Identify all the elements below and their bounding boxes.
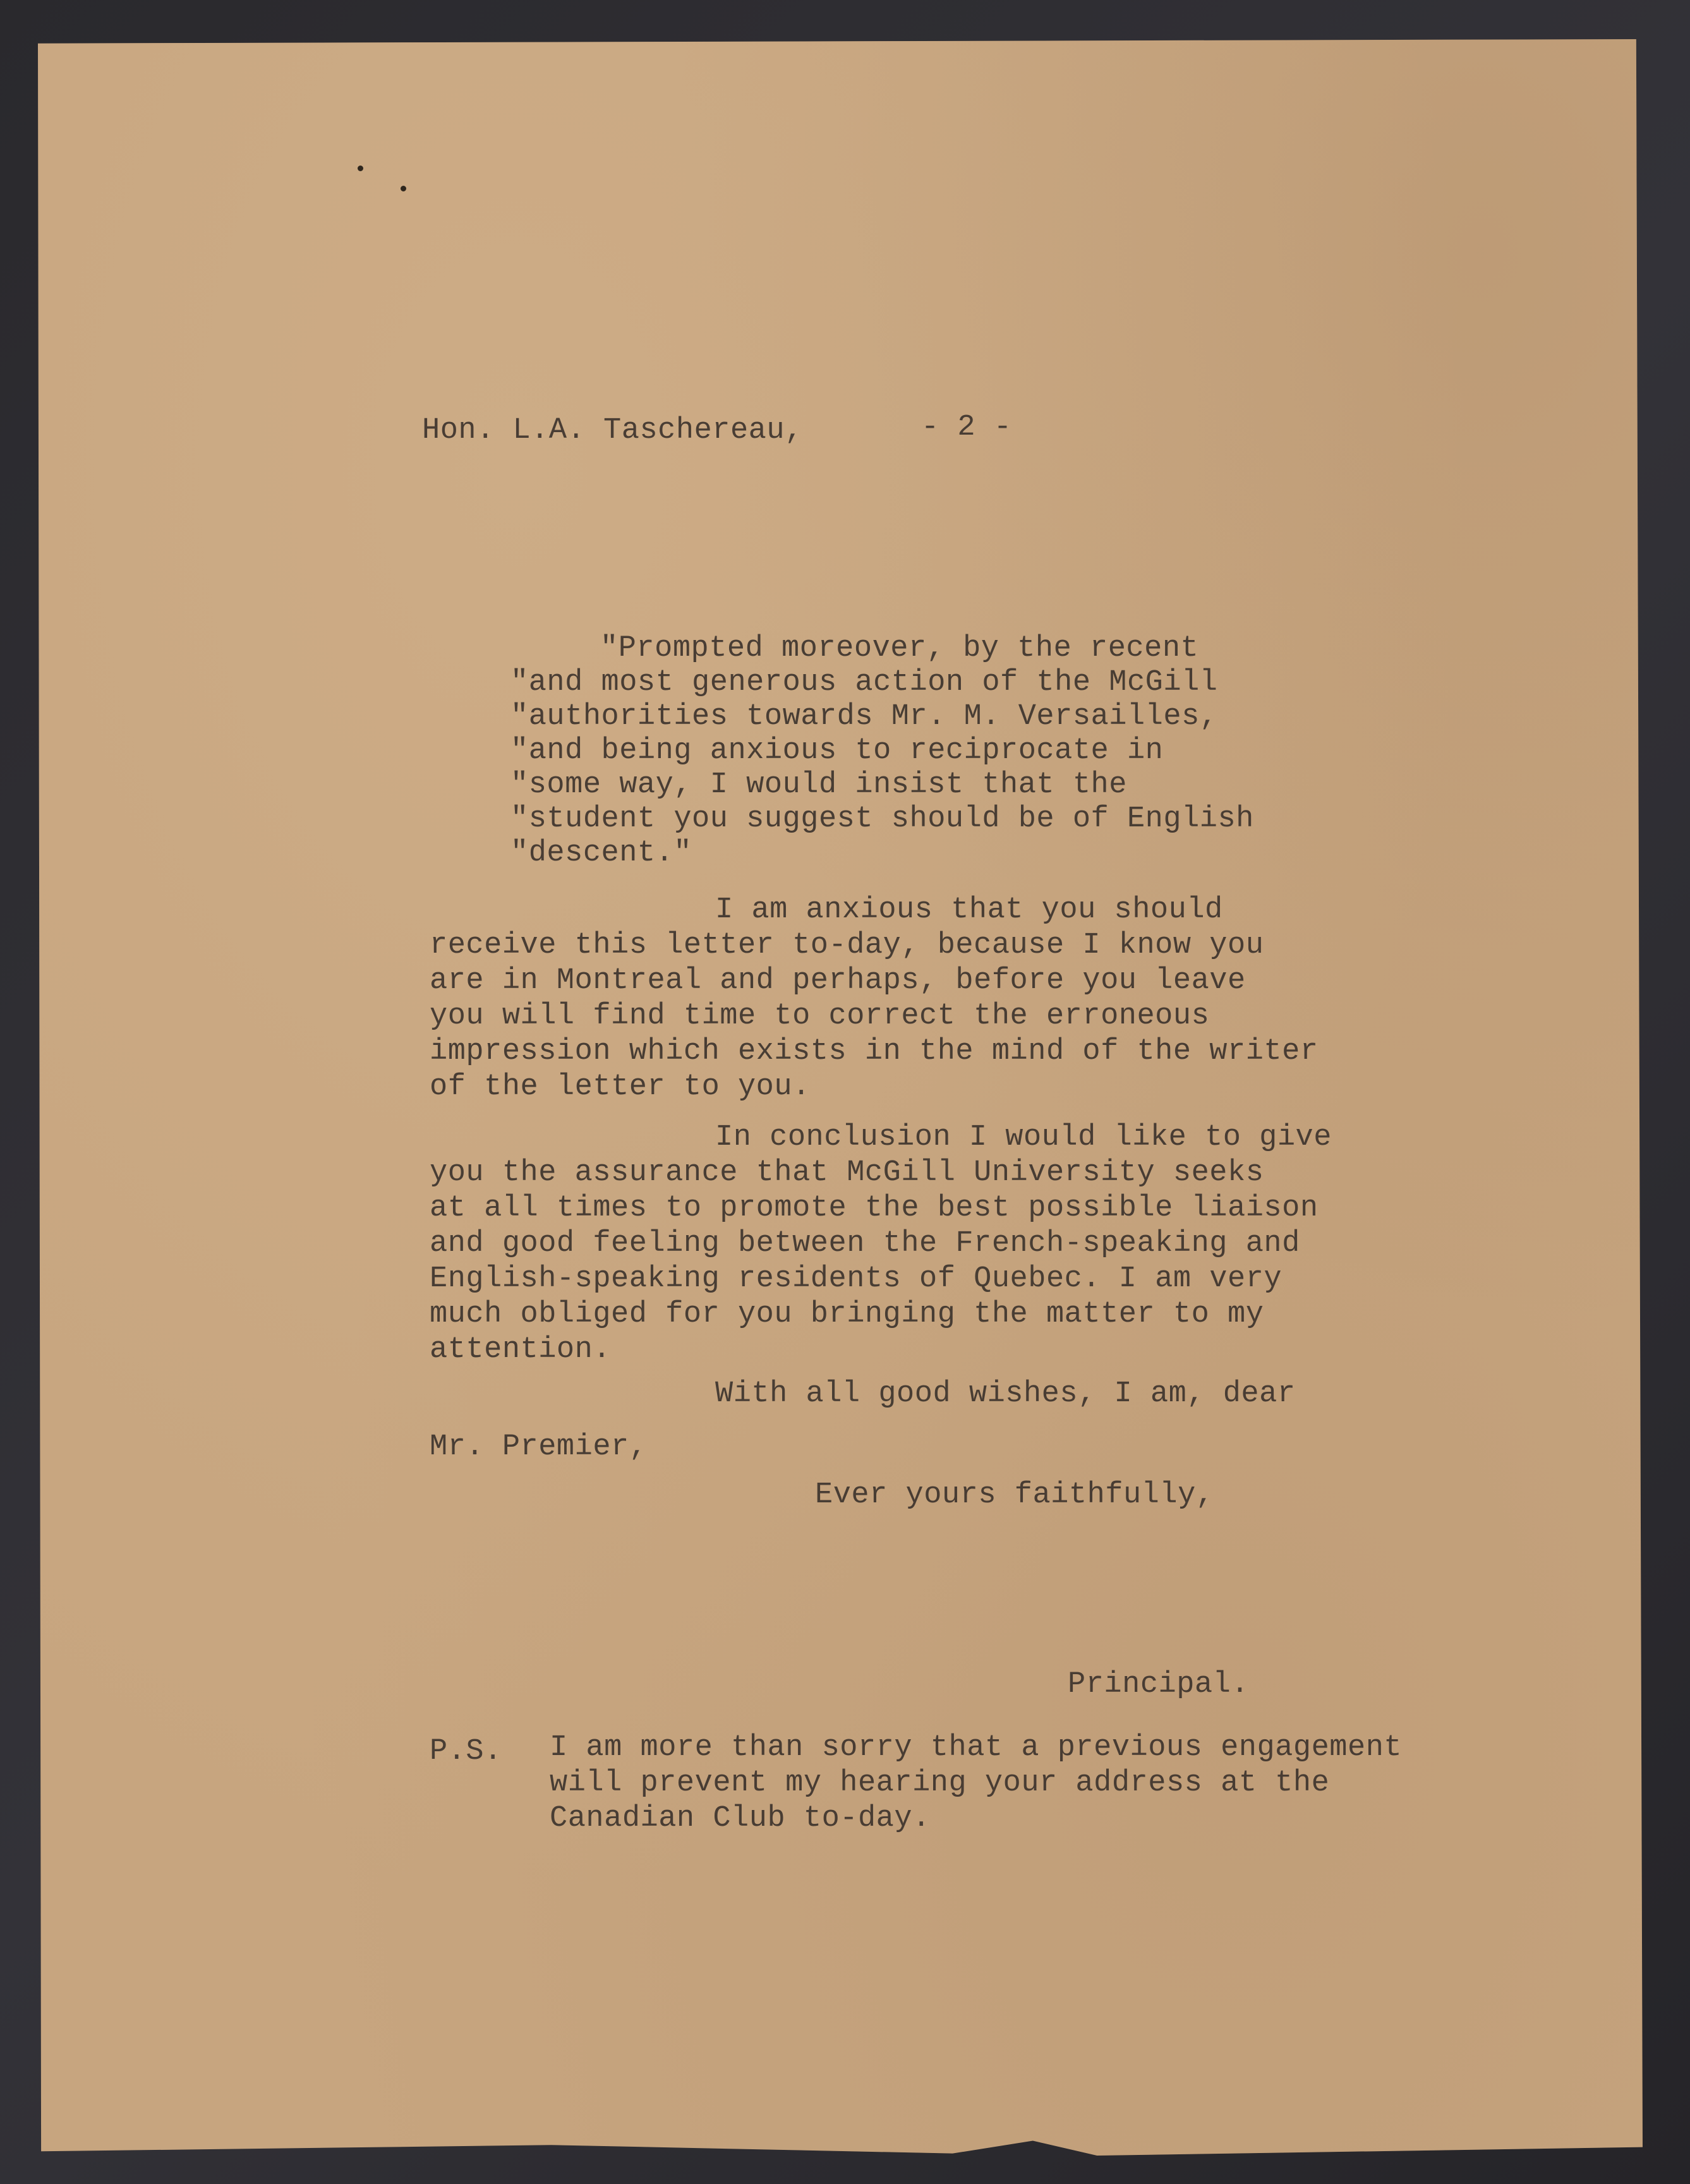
quote-line: "descent." [510, 836, 692, 870]
quote-line: "and being anxious to reciprocate in [510, 734, 1164, 768]
body-line: I am anxious that you should [715, 893, 1223, 927]
body-line: are in Montreal and perhaps, before you leave [430, 964, 1246, 998]
postscript-line: I am more than sorry that a previous engagement [550, 1731, 1403, 1765]
paper-speck [401, 186, 406, 191]
body-line: In conclusion I would like to give [715, 1121, 1332, 1154]
quote-line: "Prompted moreover, by the recent [600, 632, 1199, 665]
letter-page [38, 39, 1643, 2156]
quote-line: "authorities towards Mr. M. Versailles, [510, 700, 1218, 733]
quote-line: "and most generous action of the McGill [510, 666, 1218, 699]
postscript-label: P.S. [430, 1735, 502, 1768]
page-number: - 2 - [921, 411, 1012, 444]
closing-salutation: Mr. Premier, [430, 1430, 648, 1464]
body-line: and good feeling between the French-speaking and [430, 1227, 1300, 1260]
addressee-header: Hon. L.A. Taschereau, [422, 414, 803, 447]
postscript-line: will prevent my hearing your address at the [550, 1766, 1330, 1800]
body-line: attention. [430, 1333, 612, 1367]
body-line: much obliged for you bringing the matter to my [430, 1298, 1264, 1331]
quote-line: "student you suggest should be of English [510, 802, 1254, 836]
body-line: you will find time to correct the erroneous [430, 999, 1210, 1033]
closing-wishes: With all good wishes, I am, dear [715, 1377, 1296, 1411]
body-line: of the letter to you. [430, 1070, 811, 1104]
body-line: receive this letter to-day, because I know you [430, 929, 1264, 962]
body-line: at all times to promote the best possible liaison [430, 1192, 1319, 1225]
closing-valediction: Ever yours faithfully, [815, 1478, 1214, 1512]
paper-speck [358, 166, 363, 171]
body-line: impression which exists in the mind of the writer [430, 1035, 1319, 1068]
body-line: English-speaking residents of Quebec. I am very [430, 1262, 1283, 1296]
quote-line: "some way, I would insist that the [510, 768, 1127, 802]
postscript-line: Canadian Club to-day. [550, 1802, 931, 1835]
body-line: you the assurance that McGill University seeks [430, 1156, 1264, 1190]
signature-title: Principal. [1068, 1668, 1250, 1701]
